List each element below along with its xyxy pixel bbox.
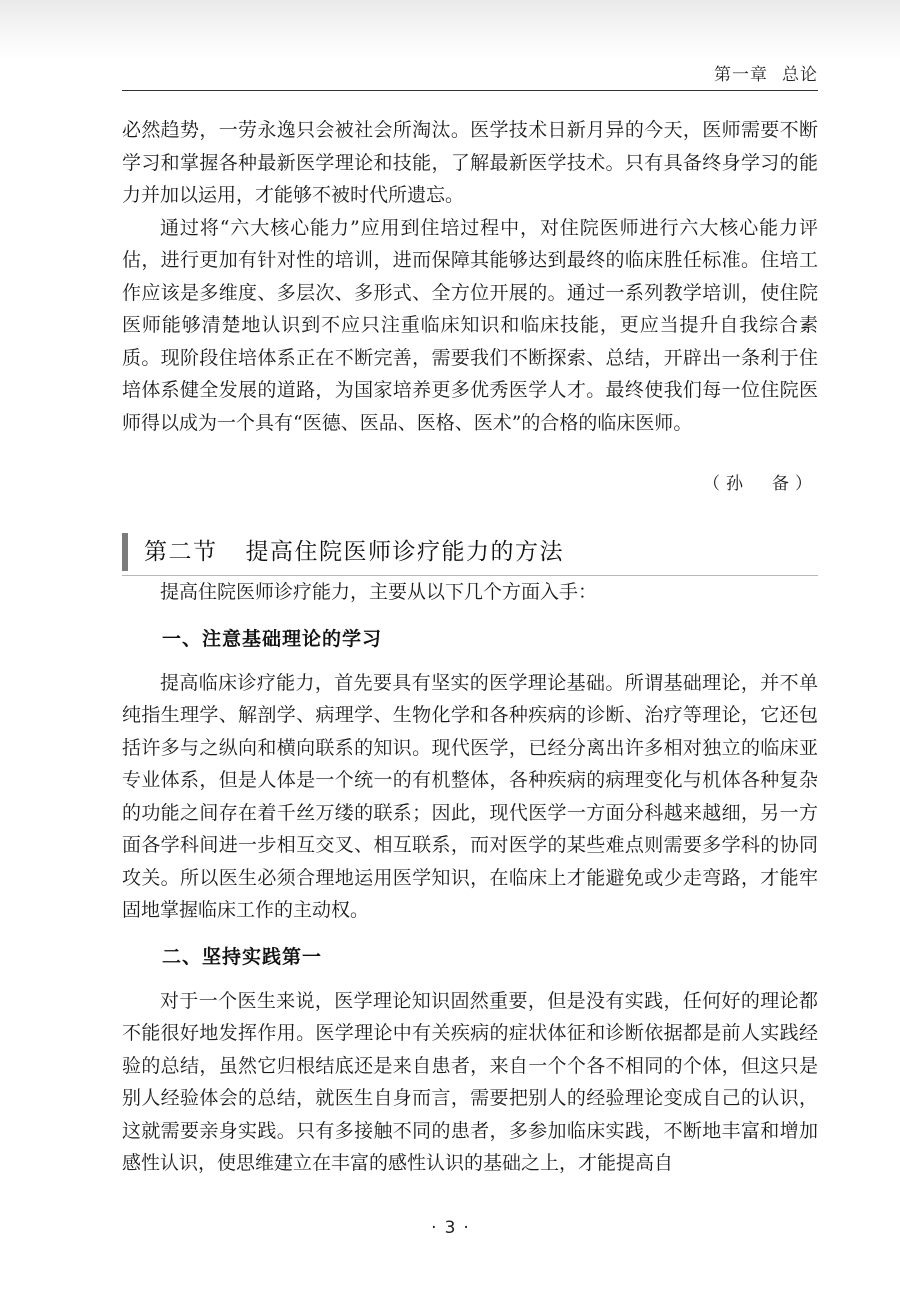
section-heading — [122, 529, 818, 576]
paragraph-practice-first: 对于一个医生来说，医学理论知识固然重要，但是没有实践，任何好的理论都不能很好地发挥作用。医学理论中有关疾病的症状体征和诊断依据都是前人实践经验的总结，虽然它归根结底还是来自患者，来自一个个各不相同的个体，但这只是别人经验体会的总结，就医生自身而言，需要把别人的经验理论变成自己的认识，这就需要亲身实践。只有多接触不同的患者，多参加临床实践，不断地丰富和增加感性认识，使思维建立在丰富的感性认识的基础之上，才能提高自 — [122, 989, 818, 1174]
paragraph-basic-theory: 提高临床诊疗能力，首先要具有坚实的医学理论基础。所谓基础理论，并不单纯指生理学、解剖学、病理学、生物化学和各种疾病的诊断、治疗等理论，它还包括许多与之纵向和横向联系的知识。现代医学，已经分离出许多相对独立的临床亚专业体系，但是人体是一个统一的有机整体，各种疾病的病理变化与机体各种复杂的功能之间存在着千丝万缕的联系；因此，现代医学一方面分科越来越细，另一方面各学科间进一步相互交叉、相互联系，而对医学的某些难点则需要多学科的协同攻关。所以医生必须合理地运用医学知识，在临床上才能避免或少走弯路，才能牢固地掌握临床工作的主动权。 — [122, 671, 818, 921]
paragraph-core-competencies: 通过将“六大核心能力”应用到住培过程中，对住院医师进行六大核心能力评估，进行更加有针对性的培训，进而保障其能够达到最终的临床胜任标准。住培工作应该是多维度、多层次、多形式、全方位开展的。通过一系列教学培训，使住院医师能够清楚地认识到不应只注重临床知识和临床技能，更应当提升自我综合素质。现阶段住培体系正在不断完善，需要我们不断探索、总结，开辟出一条利于住培体系健全发展的道路，为国家培养更多优秀医学人才。最终使我们每一位住院医师得以成为一个具有“医德、医品、医格、医术”的合格的临床医师。 — [122, 216, 818, 434]
section-marker-bar — [122, 533, 128, 571]
subheading-practice-first: 二、坚持实践第一 — [162, 945, 323, 968]
page-number-value: 3 — [444, 1218, 456, 1238]
chapter-number: 第一章 — [714, 65, 768, 85]
section-title-text: 提高住院医师诊疗能力的方法 — [245, 539, 564, 565]
page-number — [0, 1218, 900, 1238]
header-rule — [122, 90, 818, 91]
page-number-dot-right: · — [463, 1218, 469, 1238]
running-header — [122, 60, 818, 85]
section-number: 第二节 — [144, 539, 218, 565]
paragraph-continued: 必然趋势，一劳永逸只会被社会所淘汰。医学技术日新月异的今天，医师需要不断学习和掌握各种最新医学理论和技能，了解最新医学技术。只有具备终身学习的能力并加以运用，才能够不被时代所遗忘。 — [122, 119, 818, 206]
section-intro: 提高住院医师诊疗能力，主要从以下几个方面入手： — [160, 581, 598, 603]
page-number-dot-left: · — [431, 1218, 437, 1238]
section-title — [144, 535, 564, 569]
page-body — [122, 114, 818, 1180]
author-attribution: （孙 备） — [703, 474, 818, 494]
chapter-title: 总论 — [782, 65, 818, 85]
subheading-basic-theory: 一、注意基础理论的学习 — [162, 627, 383, 650]
